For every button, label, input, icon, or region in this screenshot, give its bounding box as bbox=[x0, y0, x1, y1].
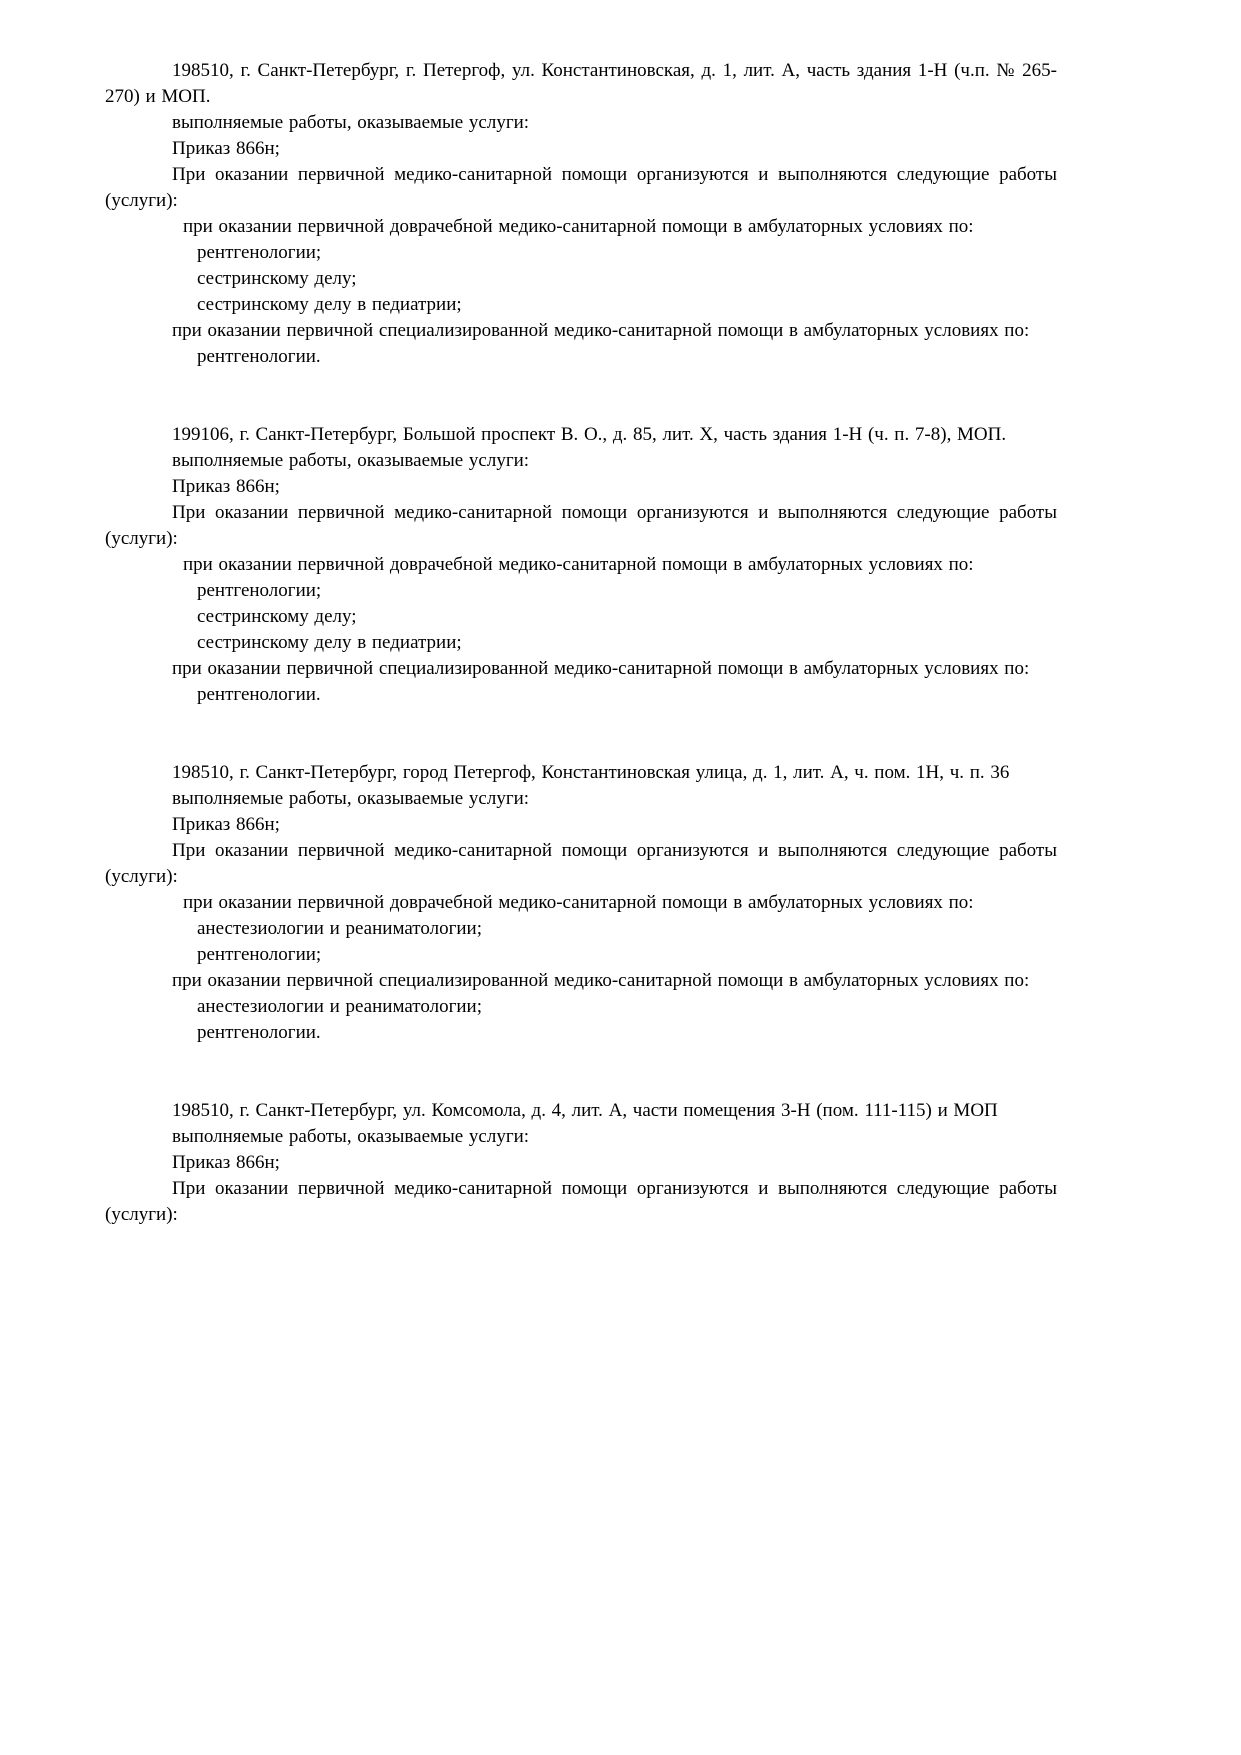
paragraph: анестезиологии и реаниматологии; bbox=[197, 918, 482, 939]
paragraph: при оказании первичной специализированной медико-санитарной помощи в амбулаторных условиях по: bbox=[172, 320, 1030, 341]
paragraph: при оказании первичной доврачебной медико-санитарной помощи в амбулаторных условиях по: bbox=[183, 554, 974, 575]
paragraph: при оказании первичной специализированной медико-санитарной помощи в амбулаторных условиях по: bbox=[172, 658, 1030, 679]
paragraph: сестринскому делу; bbox=[197, 268, 357, 289]
paragraph: рентгенологии; bbox=[197, 944, 322, 965]
paragraph: выполняемые работы, оказываемые услуги: bbox=[172, 112, 530, 133]
paragraph: при оказании первичной специализированной медико-санитарной помощи в амбулаторных условиях по: bbox=[172, 970, 1030, 991]
paragraph: рентгенологии. bbox=[197, 1022, 321, 1043]
document-body bbox=[105, 58, 1057, 1228]
paragraph: сестринскому делу в педиатрии; bbox=[197, 632, 462, 653]
paragraph: выполняемые работы, оказываемые услуги: bbox=[172, 788, 530, 809]
paragraph: Приказ 866н; bbox=[172, 138, 280, 159]
paragraph: рентгенологии; bbox=[197, 242, 322, 263]
paragraph: выполняемые работы, оказываемые услуги: bbox=[172, 1126, 530, 1147]
paragraph: При оказании первичной медико-санитарной помощи организуются и выполняются следующие работы (услуги): bbox=[105, 1178, 1057, 1225]
paragraph: рентгенологии; bbox=[197, 580, 322, 601]
paragraph: 198510, г. Санкт-Петербург, г. Петергоф, ул. Константиновская, д. 1, лит. А, часть здания 1-Н (ч.п. № 265-270) и МОП. bbox=[105, 60, 1057, 107]
paragraph: 199106, г. Санкт-Петербург, Большой проспект В. О., д. 85, лит. Х, часть здания 1-Н (ч. п. 7-8), МОП. bbox=[172, 424, 1007, 445]
paragraph: При оказании первичной медико-санитарной помощи организуются и выполняются следующие работы (услуги): bbox=[105, 840, 1057, 887]
paragraph: рентгенологии. bbox=[197, 684, 321, 705]
paragraph: рентгенологии. bbox=[197, 346, 321, 367]
paragraph: анестезиологии и реаниматологии; bbox=[197, 996, 482, 1017]
paragraph: 198510, г. Санкт-Петербург, ул. Комсомола, д. 4, лит. А, части помещения 3-Н (пом. 111-115) и МОП bbox=[172, 1100, 998, 1121]
paragraph: При оказании первичной медико-санитарной помощи организуются и выполняются следующие работы (услуги): bbox=[105, 164, 1057, 211]
paragraph: сестринскому делу; bbox=[197, 606, 357, 627]
paragraph: выполняемые работы, оказываемые услуги: bbox=[172, 450, 530, 471]
paragraph: 198510, г. Санкт-Петербург, город Петергоф, Константиновская улица, д. 1, лит. А, ч. пом. 1Н, ч. п. 36 bbox=[172, 762, 1010, 783]
paragraph: сестринскому делу в педиатрии; bbox=[197, 294, 462, 315]
paragraph: при оказании первичной доврачебной медико-санитарной помощи в амбулаторных условиях по: bbox=[183, 892, 974, 913]
paragraph: При оказании первичной медико-санитарной помощи организуются и выполняются следующие работы (услуги): bbox=[105, 502, 1057, 549]
paragraph: Приказ 866н; bbox=[172, 1152, 280, 1173]
paragraph: при оказании первичной доврачебной медико-санитарной помощи в амбулаторных условиях по: bbox=[183, 216, 974, 237]
paragraph: Приказ 866н; bbox=[172, 814, 280, 835]
paragraph: Приказ 866н; bbox=[172, 476, 280, 497]
